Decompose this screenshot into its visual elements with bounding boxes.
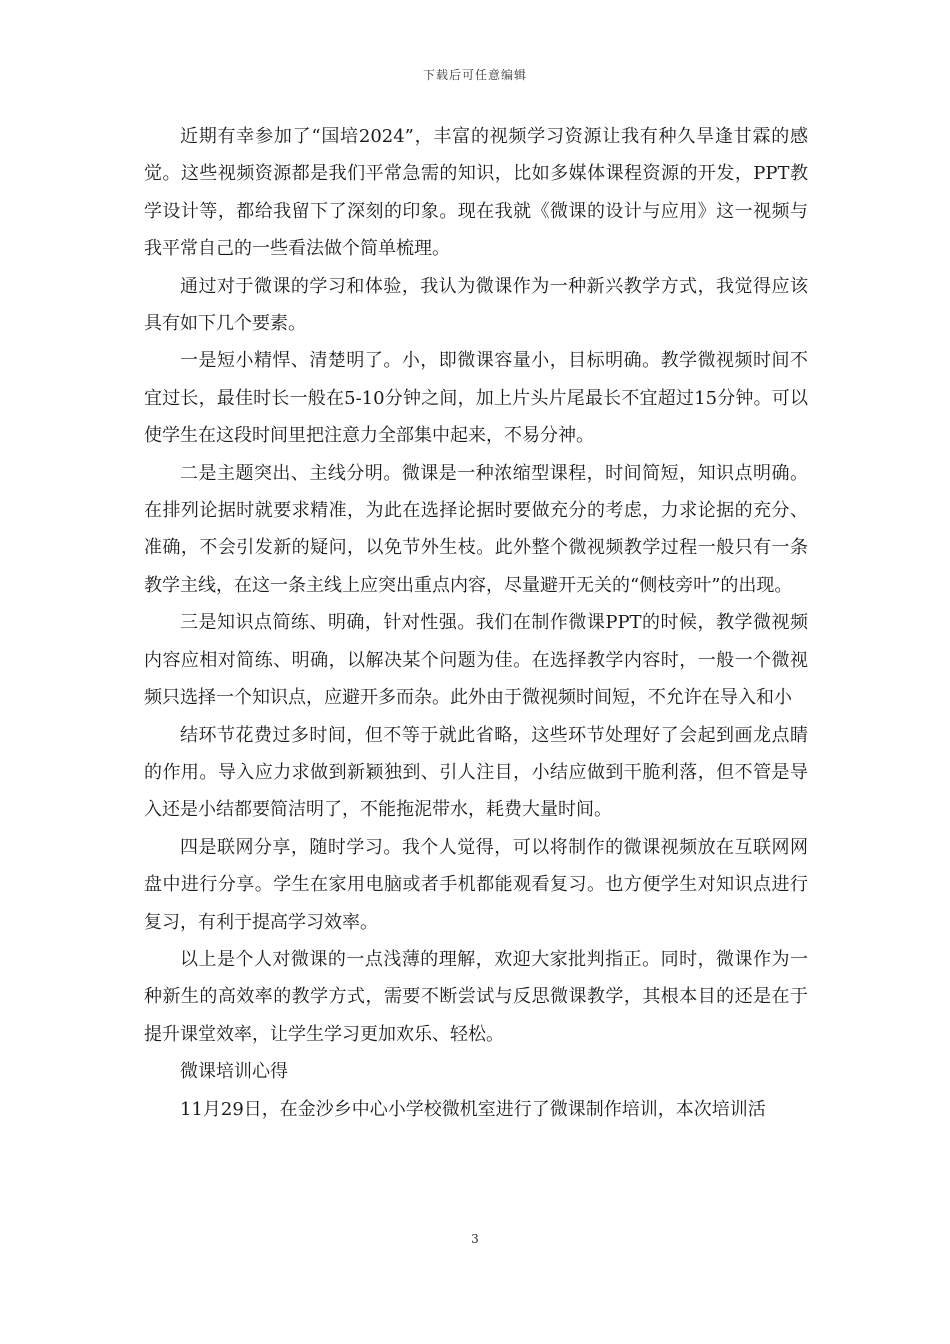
paragraph-conclusion: 以上是个人对微课的一点浅薄的理解，欢迎大家批判指正。同时，微课作为一种新生的高效率的教学方式，需要不断尝试与反思微课教学，其根本目的还是在于提升课堂效率，让学生学习更加欢乐、轻松。 — [144, 948, 808, 1045]
document-body — [144, 118, 808, 1128]
paragraph-point-four: 四是联网分享，随时学习。我个人觉得，可以将制作的微课视频放在互联网网盘中进行分享。学生在家用电脑或者手机都能观看复习。也方便学生对知识点进行复习，有利于提高学习效率。 — [144, 836, 808, 933]
paragraph-point-two: 二是主题突出、主线分明。微课是一种浓缩型课程，时间简短，知识点明确。在排列论据时就要求精准，为此在选择论据时要做充分的考虑，力求论据的充分、准确，不会引发新的疑问，以免节外生枝。此外整个微视频教学过程一般只有一条教学主线，在这一条主线上应突出重点内容，尽量避开无关的“侧枝旁叶”的出现。 — [144, 462, 808, 596]
paragraph-training: 11月29日，在金沙乡中心小学校微机室进行了微课制作培训，本次培训活 — [180, 1098, 766, 1120]
paragraph-point-three-cont: 结环节花费过多时间，但不等于就此省略，这些环节处理好了会起到画龙点睛的作用。导入应力求做到新颖独到、引人注目，小结应做到干脆利落，但不管是导入还是小结都要简洁明了，不能拖泥带水，耗费大量时间。 — [144, 724, 808, 821]
page-header: 下载后可任意编辑 — [422, 68, 527, 82]
page-number: 3 — [471, 1232, 479, 1246]
section-title: 微课培训心得 — [180, 1061, 288, 1083]
paragraph-point-three: 三是知识点简练、明确，针对性强。我们在制作微课PPT的时候，教学微视频内容应相对简练、明确，以解决某个问题为佳。在选择教学内容时，一般一个微视频只选择一个知识点，应避开多而杂。此外由于微视频时间短，不允许在导入和小 — [144, 612, 808, 709]
paragraph-elements: 通过对于微课的学习和体验，我认为微课作为一种新兴教学方式，我觉得应该具有如下几个要素。 — [144, 275, 808, 335]
paragraph-intro: 近期有幸参加了“国培2024”，丰富的视频学习资源让我有种久旱逢甘霖的感觉。这些视频资源都是我们平常急需的知识，比如多媒体课程资源的开发，PPT教学设计等，都给我留下了深刻的印象。现在我就《微课的设计与应用》这一视频与我平常自己的一些看法做个简单梳理。 — [144, 126, 808, 260]
paragraph-point-one: 一是短小精悍、清楚明了。小，即微课容量小，目标明确。教学微视频时间不宜过长，最佳时长一般在5-10分钟之间，加上片头片尾最长不宜超过15分钟。可以使学生在这段时间里把注意力全部集中起来，不易分神。 — [144, 350, 808, 447]
